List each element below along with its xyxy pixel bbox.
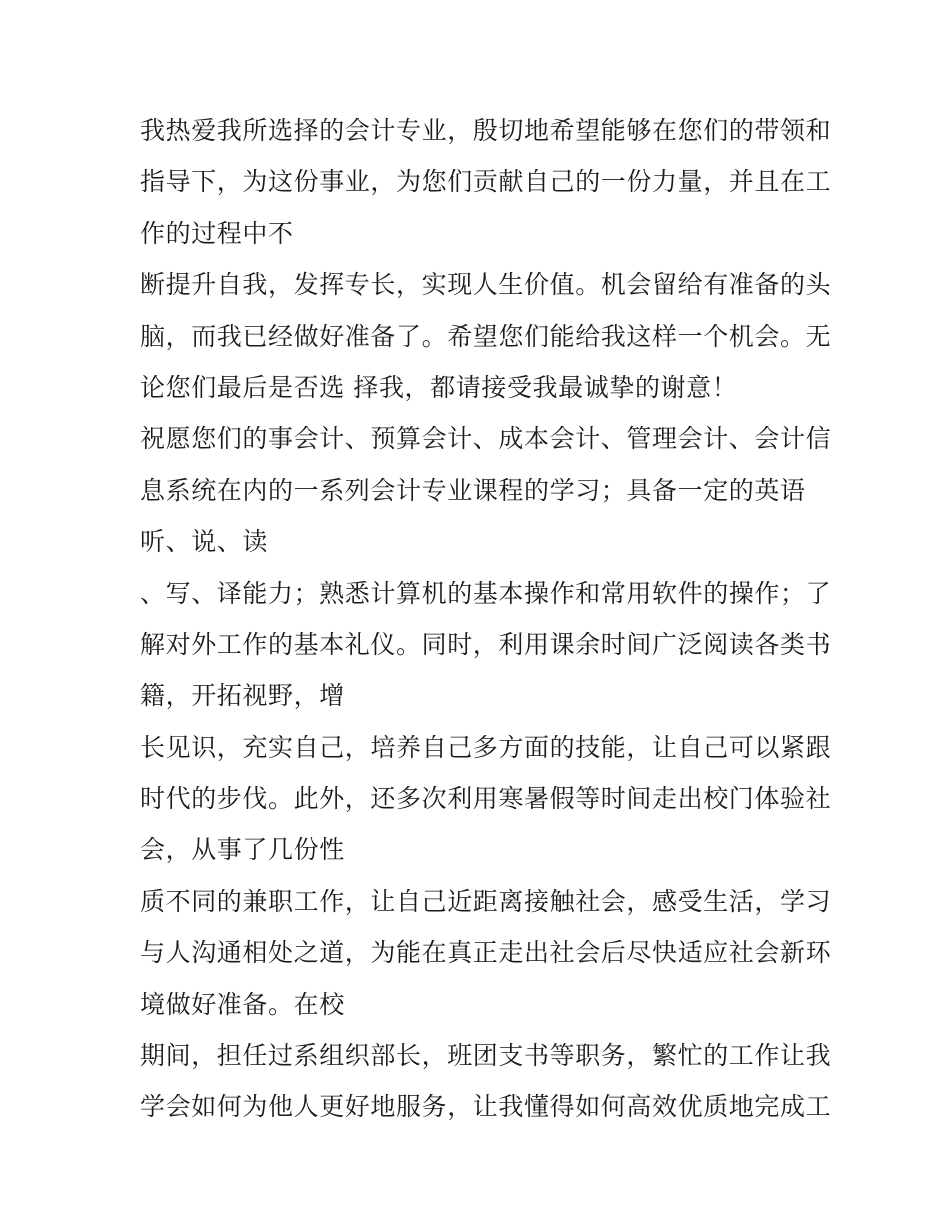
text-line: 脑，而我已经做好准备了。希望您们能给我这样一个机会。无 (140, 321, 832, 351)
text-line: 断提升自我，发挥专长，实现人生价值。机会留给有准备的头 (140, 270, 832, 300)
text-line: 论您们最后是否选 择我，都请接受我最诚挚的谢意！ (140, 372, 738, 402)
text-line: 籍，开拓视野，增 (140, 681, 345, 711)
text-line: 听、说、读 (140, 527, 269, 557)
text-line: 质不同的兼职工作，让自己近距离接触社会，感受生活，学习 (140, 886, 832, 916)
text-line: 祝愿您们的事会计、预算会计、成本会计、管理会计、会计信 (140, 424, 832, 454)
text-line: 解对外工作的基本礼仪。同时，利用课余时间广泛阅读各类书 (140, 629, 832, 659)
text-line: 境做好准备。在校 (140, 989, 345, 1019)
text-line: 息系统在内的一系列会计专业课程的学习；具备一定的英语 (140, 475, 806, 505)
text-line: 我热爱我所选择的会计专业，殷切地希望能够在您们的带领和 (140, 116, 832, 145)
text-line: 会，从事了几份性 (140, 835, 345, 865)
text-line: 与人沟通相处之道，为能在真正走出社会后尽快适应社会新环 (140, 938, 832, 968)
text-line: 期间，担任过系组织部长，班团支书等职务，繁忙的工作让我 (140, 1041, 832, 1071)
text-line: 作的过程中不 (140, 218, 294, 248)
text-line: 指导下，为这份事业，为您们贡献自己的一份力量，并且在工 (140, 167, 832, 197)
text-line: 学会如何为他人更好地服务，让我懂得如何高效优质地完成工 (140, 1092, 832, 1122)
text-line: 时代的步伐。此外，还多次利用寒暑假等时间走出校门体验社 (140, 784, 832, 814)
text-line: 、写、译能力；熟悉计算机的基本操作和常用软件的操作；了 (140, 578, 832, 608)
body-text (140, 105, 832, 1133)
text-line: 长见识，充实自己，培养自己多方面的技能，让自己可以紧跟 (140, 732, 832, 762)
